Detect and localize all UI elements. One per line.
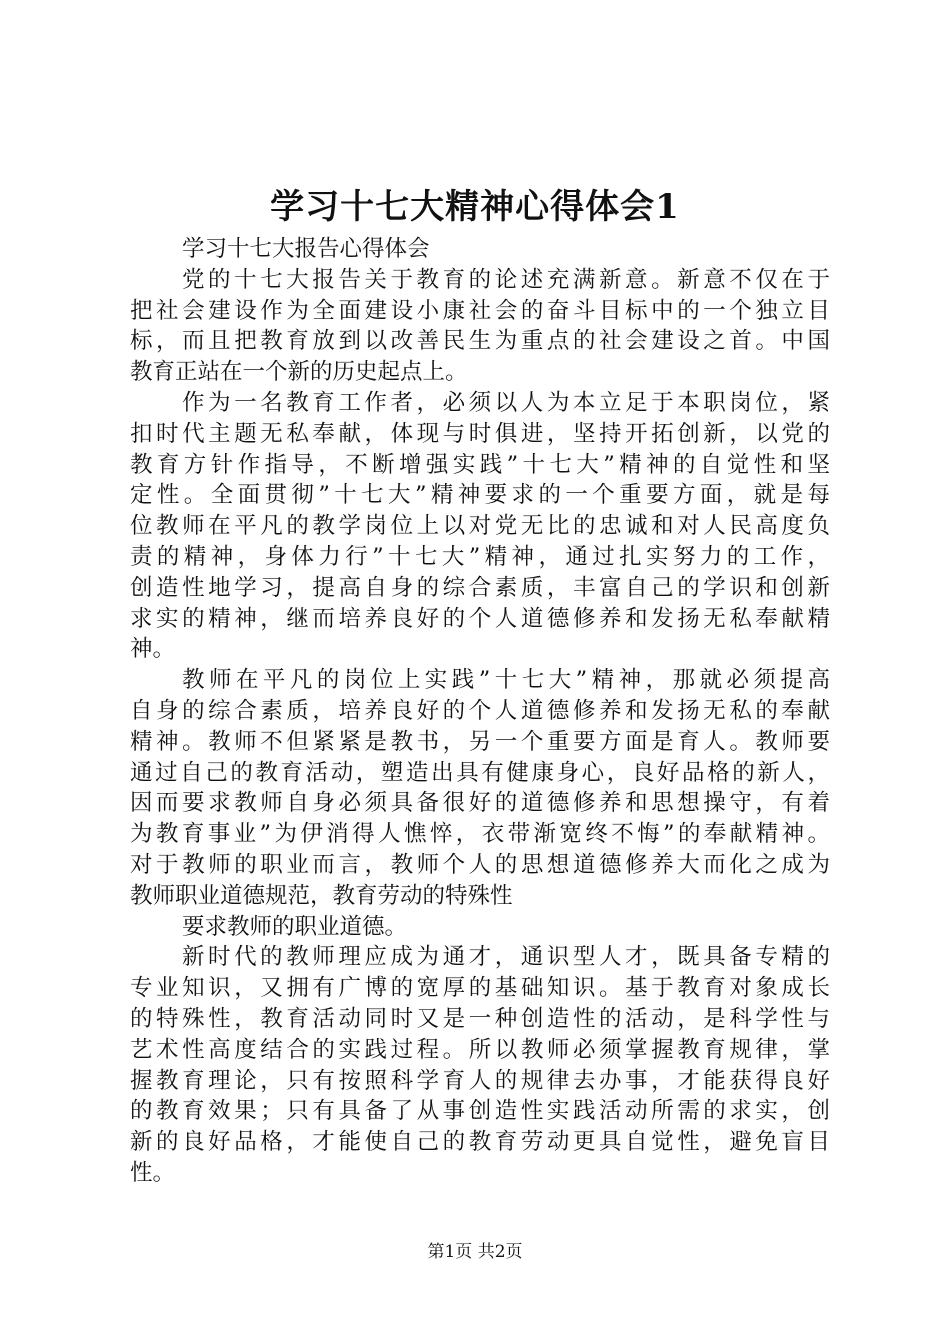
- text-line: 为教育事业”为伊消得人憔悴，衣带渐宽终不悔”的奉献精神。: [130, 821, 830, 848]
- text-line: 党的十七大报告关于教育的论述充满新意。新意不仅在于: [182, 266, 830, 293]
- text-line: 责的精神，身体力行”十七大”精神，通过扎实努力的工作，: [130, 543, 830, 570]
- text-line: 专业知识，又拥有广博的宽厚的基础知识。基于教育对象成长: [130, 975, 830, 1002]
- text-line: 作为一名教育工作者，必须以人为本立足于本职岗位，紧: [182, 389, 830, 416]
- text-line: 教育正站在一个新的历史起点上。: [130, 359, 468, 386]
- text-line: 要求教师的职业道德。: [182, 913, 408, 940]
- document-body: [130, 234, 830, 1189]
- text-line: 艺术性高度结合的实践过程。所以教师必须掌握教育规律，掌: [130, 1036, 830, 1063]
- text-line: 新的良好品格，才能使自己的教育劳动更具自觉性，避免盲目: [130, 1129, 830, 1156]
- text-line: 教师在平凡的岗位上实践”十七大”精神，那就必须提高: [182, 667, 830, 694]
- text-line: 因而要求教师自身必须具备很好的道德修养和思想操守，有着: [130, 790, 830, 817]
- text-line: 定性。全面贯彻”十七大”精神要求的一个重要方面，就是每: [130, 482, 830, 509]
- page-number-footer: 第1页 共2页: [427, 1242, 523, 1262]
- text-line: 对于教师的职业而言，教师个人的思想道德修养大而化之成为: [130, 851, 830, 878]
- text-line: 位教师在平凡的教学岗位上以对党无比的忠诚和对人民高度负: [130, 513, 830, 540]
- text-line: 神。: [130, 636, 176, 663]
- text-line: 求实的精神，继而培养良好的个人道德修养和发扬无私奉献精: [130, 605, 830, 632]
- text-line: 学习十七大报告心得体会: [182, 236, 430, 262]
- text-line: 通过自己的教育活动，塑造出具有健康身心，良好品格的新人，: [130, 759, 830, 786]
- text-line: 教师职业道德规范，教育劳动的特殊性: [130, 882, 513, 909]
- text-line: 自身的综合素质，培养良好的个人道德修养和发扬无私的奉献: [130, 697, 830, 724]
- text-line: 标，而且把教育放到以改善民生为重点的社会建设之首。中国: [130, 328, 830, 355]
- text-line: 握教育理论，只有按照科学育人的规律去办事，才能获得良好: [130, 1067, 830, 1094]
- text-line: 把社会建设作为全面建设小康社会的奋斗目标中的一个独立目: [130, 297, 830, 324]
- text-line: 的教育效果；只有具备了从事创造性实践活动所需的求实，创: [130, 1098, 830, 1125]
- text-line: 的特殊性，教育活动同时又是一种创造性的活动，是科学性与: [130, 1005, 830, 1032]
- document-title: 学习十七大精神心得体会1: [270, 187, 680, 227]
- text-line: 新时代的教师理应成为通才，通识型人才，既具备专精的: [182, 944, 830, 971]
- text-line: 性。: [130, 1159, 176, 1186]
- text-line: 扣时代主题无私奉献，体现与时俱进，坚持开拓创新，以党的: [130, 420, 830, 447]
- text-line: 精神。教师不但紧紧是教书，另一个重要方面是育人。教师要: [130, 728, 830, 755]
- text-line: 创造性地学习，提高自身的综合素质，丰富自己的学识和创新: [130, 574, 830, 601]
- text-line: 教育方针作指导，不断增强实践”十七大”精神的自觉性和坚: [130, 451, 830, 478]
